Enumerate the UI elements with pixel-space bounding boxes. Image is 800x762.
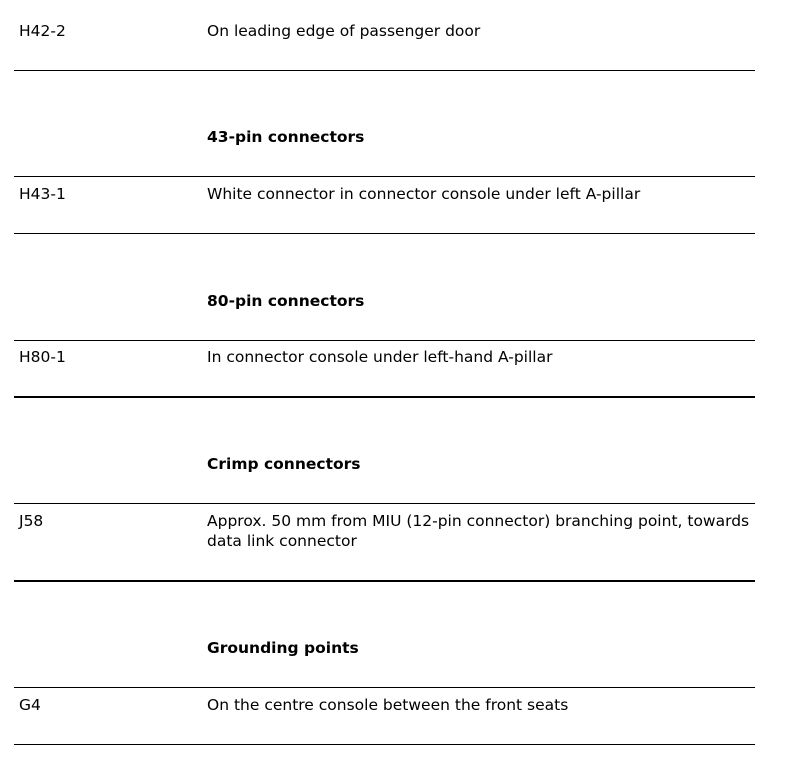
row-divider — [14, 396, 755, 398]
connector-code: G4 — [19, 696, 41, 714]
connector-description: On leading edge of passenger door — [207, 22, 481, 40]
section-divider — [14, 176, 755, 177]
connector-description: White connector in connector console under left A-pillar — [207, 185, 641, 203]
section-divider — [14, 687, 755, 688]
connector-code: H43-1 — [19, 185, 66, 203]
row-divider — [14, 70, 755, 71]
section-divider — [14, 340, 755, 341]
connector-description: In connector console under left-hand A-pillar — [207, 348, 553, 366]
connector-description: Approx. 50 mm from MIU (12-pin connector) branching point, towards data link connector — [207, 512, 750, 550]
row-divider — [14, 744, 755, 745]
row-divider — [14, 580, 755, 582]
section-heading-crimp: Crimp connectors — [207, 455, 361, 473]
connector-code: J58 — [19, 512, 44, 530]
section-heading-80-pin: 80-pin connectors — [207, 292, 365, 310]
connector-description: On the centre console between the front seats — [207, 696, 569, 714]
section-heading-grounding: Grounding points — [207, 639, 359, 657]
section-heading-43-pin: 43-pin connectors — [207, 128, 365, 146]
row-divider — [14, 233, 755, 234]
section-divider — [14, 503, 755, 504]
connector-code: H80-1 — [19, 348, 66, 366]
connector-code: H42-2 — [19, 22, 66, 40]
